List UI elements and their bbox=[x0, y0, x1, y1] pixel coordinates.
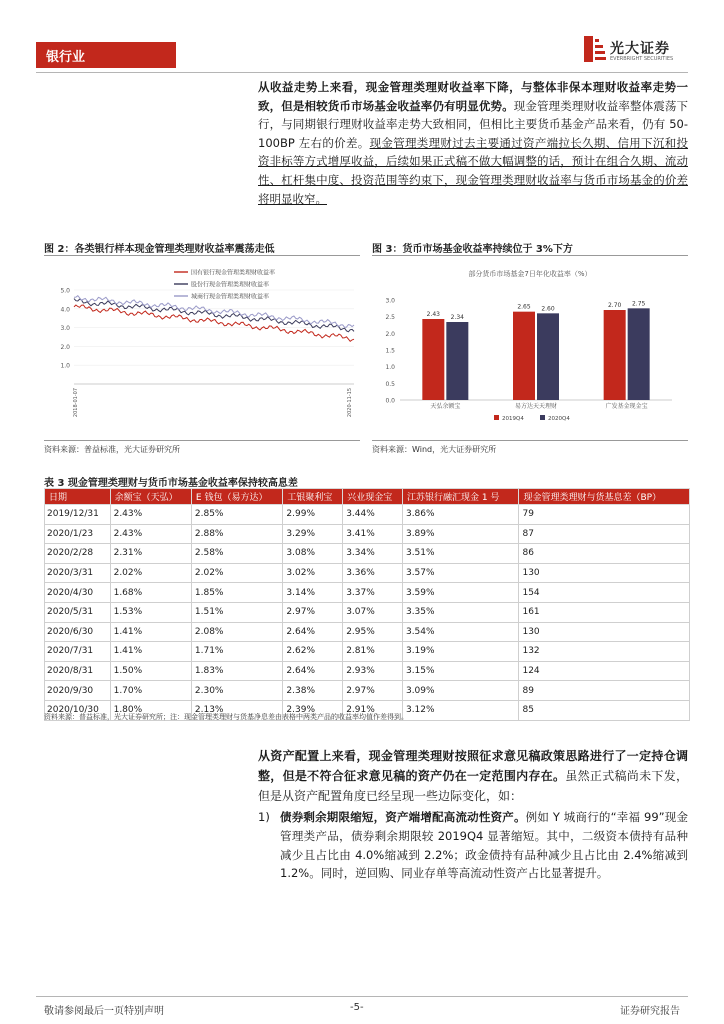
everbright-logo-icon bbox=[584, 36, 606, 62]
table-cell: 2.39% bbox=[283, 700, 343, 720]
figure2-y-tick-label: 1.0 bbox=[60, 362, 70, 370]
table-cell: 3.51% bbox=[402, 544, 519, 564]
table-cell: 1.51% bbox=[191, 602, 283, 622]
item1-bold: 债券剩余期限缩短，资产端增配高流动性资产。 bbox=[280, 810, 526, 824]
table-cell: 2020/10/30 bbox=[45, 700, 111, 720]
table-cell: 2020/3/31 bbox=[45, 563, 111, 583]
asset-allocation-paragraph bbox=[258, 746, 688, 806]
table-cell: 1.41% bbox=[110, 622, 191, 642]
figure3-value-label: 2.60 bbox=[541, 305, 555, 313]
figure2-y-tick-label: 2.0 bbox=[60, 343, 70, 351]
figure2-x-ticks bbox=[73, 388, 353, 417]
brand-logo bbox=[584, 36, 704, 66]
figure3-value-label: 2.70 bbox=[607, 302, 622, 309]
figure3-y-tick-label: 1.0 bbox=[385, 364, 395, 372]
table-cell: 3.59% bbox=[402, 583, 519, 603]
table-cell: 2019/12/31 bbox=[45, 505, 111, 525]
table-cell: 1.83% bbox=[191, 661, 283, 681]
table-cell: 3.19% bbox=[402, 642, 519, 662]
figure3-value-label: 2.34 bbox=[450, 314, 465, 321]
figure3-category-label: 广发基金现金宝 bbox=[605, 403, 648, 410]
page-number: -5- bbox=[350, 1002, 364, 1013]
figure3-y-tick-label: 2.5 bbox=[385, 314, 395, 322]
table-cell: 2.97% bbox=[343, 681, 403, 701]
figure3-bar bbox=[604, 310, 626, 400]
intro-normal: 现金管理类理财收益率整体震荡下行，与同期银行理财收益率走势大致相同，但相比主要货币基金产品来看，仍有 50-100BP 左右的价差。 bbox=[258, 98, 688, 150]
figure3-title-rule bbox=[372, 255, 688, 256]
table-cell: 3.89% bbox=[402, 524, 519, 544]
table-cell: 154 bbox=[519, 583, 690, 603]
table-cell: 2.43% bbox=[110, 524, 191, 544]
figure3-bars bbox=[422, 300, 649, 410]
table-cell: 2.93% bbox=[343, 661, 403, 681]
table-cell: 2.58% bbox=[191, 544, 283, 564]
table-cell: 2020/5/31 bbox=[45, 602, 111, 622]
footer-disclaimer: 敬请参阅最后一页特别声明 bbox=[44, 1006, 164, 1017]
figure2-y-tick-label: 5.0 bbox=[60, 287, 70, 295]
figure3-bar bbox=[628, 308, 650, 400]
figure3-y-tick-label: 1.5 bbox=[385, 347, 395, 355]
table-cell: 2.30% bbox=[191, 681, 283, 701]
table-cell: 2.81% bbox=[343, 642, 403, 662]
figure3-bar bbox=[537, 313, 559, 400]
intro-bold: 从收益走势上来看，现金管理类理财收益率下降，与整体非保本理财收益率走势一致，但是相较货币市场基金收益率仍有明显优势。 bbox=[258, 80, 688, 113]
footer-doc-type: 证券研究报告 bbox=[620, 1006, 680, 1017]
figure2-legend-label: 国有银行现金管理类理财收益率 bbox=[191, 269, 276, 277]
table-cell: 2.31% bbox=[110, 544, 191, 564]
table-cell: 2.99% bbox=[283, 505, 343, 525]
table-cell: 2020/6/30 bbox=[45, 622, 111, 642]
table-column-header: 工银聚利宝 bbox=[283, 489, 343, 505]
section2-bold: 从资产配置上来看，现金管理类理财按照征求意见稿政策思路进行了一定持仓调整，但是不符合征求意见稿的资产仍在一定范围内存在。 bbox=[258, 749, 688, 783]
table-cell: 85 bbox=[519, 700, 690, 720]
table-cell: 2.13% bbox=[191, 700, 283, 720]
figure2-legend bbox=[174, 269, 275, 301]
table-cell: 130 bbox=[519, 563, 690, 583]
logo-name: 光大证券 bbox=[610, 41, 670, 57]
figure2-title-rule bbox=[44, 255, 360, 256]
figure3-title: 图 3：货币市场基金收益率持续位于 3%下方 bbox=[372, 244, 573, 255]
table-column-header: E 钱包（易方达） bbox=[191, 489, 283, 505]
table-cell: 2.95% bbox=[343, 622, 403, 642]
figure3-legend-label: 2019Q4 bbox=[502, 416, 524, 422]
item1-normal: 例如 Y 城商行的“幸福 99”现金管理类产品，债券剩余期限较 2019Q4 显著缩短。其中，二级资本债持有品种减少且占比由 4.0%缩减到 2.2%；政金债持有品种减少且占比由 2.4%缩减到 1.2%。同时，逆回购、同业存单等高流动性资产占比显著提升。 bbox=[280, 810, 688, 881]
figure3-value-label: 2.43 bbox=[426, 311, 441, 318]
table-row bbox=[45, 622, 690, 642]
table-cell: 2.64% bbox=[283, 622, 343, 642]
table-column-header: 日期 bbox=[45, 489, 111, 505]
figure3-y-tick-label: 0.0 bbox=[385, 397, 395, 405]
intro-underlined: 现金管理类理财过去主要通过资产端拉长久期、信用下沉和投资非标等方式增厚收益，后续如果正式稿不做大幅调整的话，预计在组合久期、流动性、杠杆集中度、投资范围等约束下，现金管理类理财收益率与货币市场基金的价差将明显收窄。 bbox=[258, 135, 689, 206]
table-row bbox=[45, 602, 690, 622]
list-item-number: 1) bbox=[258, 810, 270, 824]
figure2-line-chart bbox=[44, 260, 360, 436]
table-cell: 3.54% bbox=[402, 622, 519, 642]
table-cell: 2020/1/23 bbox=[45, 524, 111, 544]
table-cell: 1.70% bbox=[110, 681, 191, 701]
table-cell: 3.29% bbox=[283, 524, 343, 544]
table-cell: 2020/4/30 bbox=[45, 583, 111, 603]
table-cell: 3.36% bbox=[343, 563, 403, 583]
list-item-body bbox=[280, 808, 688, 883]
figure3-value-label: 2.75 bbox=[631, 300, 646, 308]
figure2-y-ticks bbox=[60, 288, 70, 370]
figure3-bar bbox=[422, 319, 444, 400]
figure2-x-tick-label: 2020-11-15 bbox=[347, 388, 353, 418]
figure3-y-tick-label: 3.0 bbox=[385, 297, 395, 305]
table-column-header: 江苏银行融汇现金 1 号 bbox=[402, 489, 519, 505]
table-cell: 161 bbox=[519, 602, 690, 622]
table-header-row bbox=[45, 489, 690, 505]
table-cell: 2.38% bbox=[283, 681, 343, 701]
logo-subtitle: EVERBRIGHT SECURITIES bbox=[610, 56, 674, 62]
table-cell: 132 bbox=[519, 642, 690, 662]
table-cell: 3.02% bbox=[283, 563, 343, 583]
figure2-bottom-rule bbox=[44, 440, 360, 441]
table-row bbox=[45, 583, 690, 603]
figure3-source: 资料来源：Wind，光大证券研究所 bbox=[372, 445, 497, 454]
table-cell: 1.41% bbox=[110, 642, 191, 662]
table-cell: 3.37% bbox=[343, 583, 403, 603]
figure3-legend-label: 2020Q4 bbox=[548, 416, 570, 422]
table-row bbox=[45, 544, 690, 564]
table-column-header: 现金管理类理财与货基息差（BP） bbox=[519, 489, 690, 505]
figure3-legend-swatch bbox=[540, 415, 545, 420]
table-cell: 1.80% bbox=[110, 700, 191, 720]
table-cell: 1.53% bbox=[110, 602, 191, 622]
table-row bbox=[45, 505, 690, 525]
figure3-y-tick-label: 2.0 bbox=[385, 330, 395, 338]
table-row bbox=[45, 563, 690, 583]
figure3-bar bbox=[446, 322, 468, 400]
figure3-bar bbox=[513, 312, 535, 400]
figure3-bottom-rule bbox=[372, 440, 688, 441]
table-cell: 3.09% bbox=[402, 681, 519, 701]
figure2-legend-label: 股份行现金管理类理财收益率 bbox=[191, 281, 270, 289]
figure2-y-tick-label: 3.0 bbox=[60, 325, 70, 333]
figure2-legend-label: 城商行现金管理类理财收益率 bbox=[191, 293, 270, 301]
figure3-chart-title: 部分货币市场基金7日年化收益率（%） bbox=[468, 270, 592, 278]
table-cell: 2.08% bbox=[191, 622, 283, 642]
table-row bbox=[45, 642, 690, 662]
table-cell: 1.71% bbox=[191, 642, 283, 662]
table-cell: 2020/8/31 bbox=[45, 661, 111, 681]
table-cell: 2.43% bbox=[110, 505, 191, 525]
figure3-value-label: 2.65 bbox=[517, 303, 531, 311]
table-cell: 3.15% bbox=[402, 661, 519, 681]
figure3-category-label: 易方达天天理财 bbox=[514, 403, 558, 410]
table-column-header: 余额宝（天弘） bbox=[110, 489, 191, 505]
table-cell: 3.34% bbox=[343, 544, 403, 564]
table-cell: 3.86% bbox=[402, 505, 519, 525]
table-cell: 2.97% bbox=[283, 602, 343, 622]
table-row bbox=[45, 524, 690, 544]
table3-title: 表 3 现金管理类理财与货币市场基金收益率保持较高息差 bbox=[44, 478, 298, 489]
figure3-category-label: 天弘余额宝 bbox=[430, 403, 461, 410]
table-cell: 1.68% bbox=[110, 583, 191, 603]
section2-normal: 虽然正式稿尚未下发，但是从资产配置角度已经呈现一些边际变化，如： bbox=[258, 769, 688, 803]
table-cell: 1.50% bbox=[110, 661, 191, 681]
table-row bbox=[45, 661, 690, 681]
table-cell: 3.44% bbox=[343, 505, 403, 525]
table-cell: 2.91% bbox=[343, 700, 403, 720]
table-cell: 1.85% bbox=[191, 583, 283, 603]
table-cell: 2.64% bbox=[283, 661, 343, 681]
table-cell: 3.41% bbox=[343, 524, 403, 544]
table-cell: 2.88% bbox=[191, 524, 283, 544]
figure2-series-lines bbox=[74, 296, 354, 342]
table-cell: 2.02% bbox=[110, 563, 191, 583]
table-cell: 130 bbox=[519, 622, 690, 642]
table-cell: 3.08% bbox=[283, 544, 343, 564]
figure2-title: 图 2：各类银行样本现金管理类理财收益率震荡走低 bbox=[44, 244, 275, 255]
table-cell: 2020/2/28 bbox=[45, 544, 111, 564]
table-cell: 3.14% bbox=[283, 583, 343, 603]
table-cell: 89 bbox=[519, 681, 690, 701]
table-cell: 79 bbox=[519, 505, 690, 525]
table-cell: 86 bbox=[519, 544, 690, 564]
table-cell: 2.02% bbox=[191, 563, 283, 583]
footer-divider bbox=[36, 996, 688, 997]
figure3-legend-swatch bbox=[494, 415, 499, 420]
intro-paragraph bbox=[258, 78, 688, 208]
figure3-legend bbox=[494, 415, 570, 422]
table-cell: 2020/9/30 bbox=[45, 681, 111, 701]
table-cell: 2.85% bbox=[191, 505, 283, 525]
table-cell: 2020/7/31 bbox=[45, 642, 111, 662]
table-body bbox=[45, 505, 690, 721]
table-cell: 2.62% bbox=[283, 642, 343, 662]
spread-table bbox=[44, 488, 690, 721]
table-cell: 3.35% bbox=[402, 602, 519, 622]
table3-source: 资料来源：普益标准，光大证券研究所；注：现金管理类理财与货基净息差由表格中两类产品的收益率均值作差得到。 bbox=[44, 713, 408, 721]
section-tag-label: 银行业 bbox=[46, 50, 86, 65]
table-cell: 124 bbox=[519, 661, 690, 681]
header-divider bbox=[36, 72, 688, 73]
figure2-y-tick-label: 4.0 bbox=[60, 306, 70, 314]
table-cell: 87 bbox=[519, 524, 690, 544]
figure2-source: 资料来源：普益标准，光大证券研究所 bbox=[44, 445, 180, 454]
table-cell: 3.07% bbox=[343, 602, 403, 622]
table-cell: 3.57% bbox=[402, 563, 519, 583]
section-tag bbox=[36, 42, 176, 68]
table-column-header: 兴业现金宝 bbox=[343, 489, 403, 505]
figure2-x-tick-label: 2018-01-07 bbox=[73, 388, 79, 418]
table-row bbox=[45, 681, 690, 701]
figure3-y-tick-label: 0.5 bbox=[385, 380, 395, 388]
table-cell: 3.12% bbox=[402, 700, 519, 720]
figure3-bar-chart bbox=[372, 260, 688, 436]
